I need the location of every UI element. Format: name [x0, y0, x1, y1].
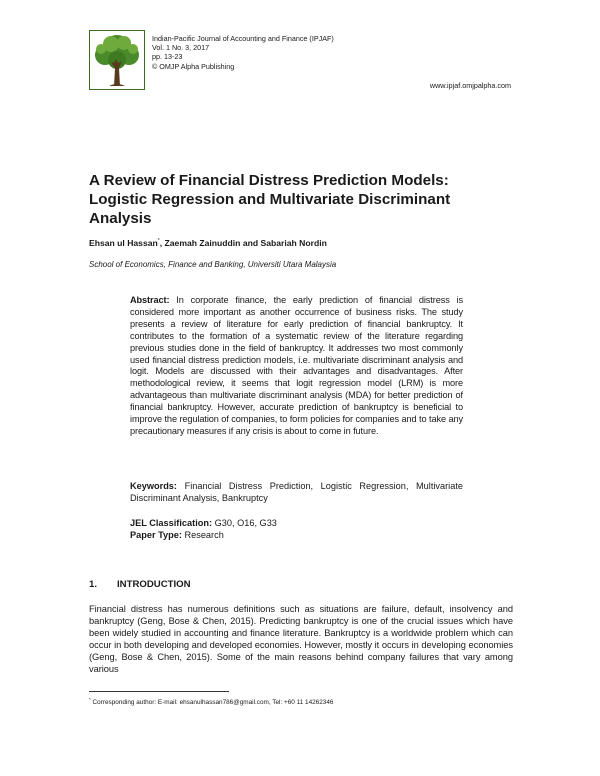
journal-publisher: © OMJP Alpha Publishing	[152, 61, 235, 71]
paper-type	[130, 530, 224, 542]
paper-title-line: Analysis	[89, 209, 152, 227]
journal-volume: Vol. 1 No. 3, 2017	[152, 43, 210, 53]
author-affiliation: School of Economics, Finance and Banking, Universiti Utara Malaysia	[89, 260, 337, 269]
jel-codes: G30, O16, G33	[214, 518, 277, 528]
paper-title	[89, 172, 519, 228]
corresponding-author-mark: *	[157, 238, 160, 245]
tree-icon	[89, 30, 145, 90]
journal-name: Indian-Pacific Journal of Accounting and Finance (IPJAF)	[152, 34, 334, 43]
abstract-label: Abstract:	[130, 295, 170, 305]
footnote	[89, 697, 333, 706]
author-name: Ehsan ul Hassan	[89, 238, 158, 248]
keywords	[130, 481, 463, 505]
introduction-paragraph: Financial distress has numerous definitions such as situations are failure, default, insolvency and bankruptcy (Geng, Bose & Chen, 2015). Predicting bankruptcy is one of the crucial issues which have been widely studied in accounting and finance literature. Bankruptcy is a worldwide problem which can occur in both developing and developed economies. However, mostly it occurs in developing economies (Geng, Bose & Chen, 2015). Some of the main reasons behind company failures that vary among various	[89, 604, 513, 675]
abstract	[130, 295, 463, 438]
paper-title-line: A Review of Financial Distress Prediction Models:	[89, 172, 449, 189]
journal-website-link[interactable]: www.ipjaf.omjpalpha.com	[429, 81, 511, 90]
paper-title-line: Logistic Regression and Multivariate Discriminant	[89, 190, 451, 208]
abstract-text: In corporate finance, the early prediction of financial distress is considered more important as another occurrence of business risks. The study presents a review of literature for early prediction of financial bankruptcy. It contributes to the formation of a systematic review of the literature regarding previous studies done in the field of bankruptcy. It addresses two most commonly used financial distress prediction models, i.e. multivariate discriminant analysis and logit. Models are discussed with their advantages and disadvantages. After methodological review, it seems that logit regression model (LRM) is more advantageous than multivariate discriminant analysis (MDA) for better prediction of financial bankruptcy. However, accurate prediction of bankruptcy is beneficial to improve the regulation of companies, to form policies for companies and to take any precautionary measures if any crisis is about to come in future.	[130, 295, 463, 436]
keywords-label: Keywords:	[130, 481, 177, 491]
jel-classification	[130, 518, 277, 530]
footnote-text: Corresponding author: E-mail: ehsanulhassan786@gmail.com, Tel: +60 11 14262346	[92, 699, 334, 707]
publisher-logo	[89, 30, 145, 90]
jel-label: JEL Classification:	[130, 518, 213, 528]
paper-type-value: Research	[184, 530, 224, 540]
author-list	[89, 238, 327, 248]
journal-pages: pp. 13-23	[152, 52, 183, 62]
footnote-mark: *	[89, 697, 91, 702]
keywords-text: Financial Distress Prediction, Logistic Regression, Multivariate Discriminant Analysis, Bankruptcy	[130, 481, 463, 503]
paper-type-label: Paper Type:	[130, 530, 182, 540]
footnote-divider	[89, 691, 229, 692]
section-heading	[89, 579, 191, 590]
journal-info	[152, 34, 334, 71]
co-authors: , Zaemah Zainuddin and Sabariah Nordin	[159, 238, 327, 248]
section-number: 1.	[89, 579, 98, 590]
section-title: INTRODUCTION	[117, 579, 191, 590]
